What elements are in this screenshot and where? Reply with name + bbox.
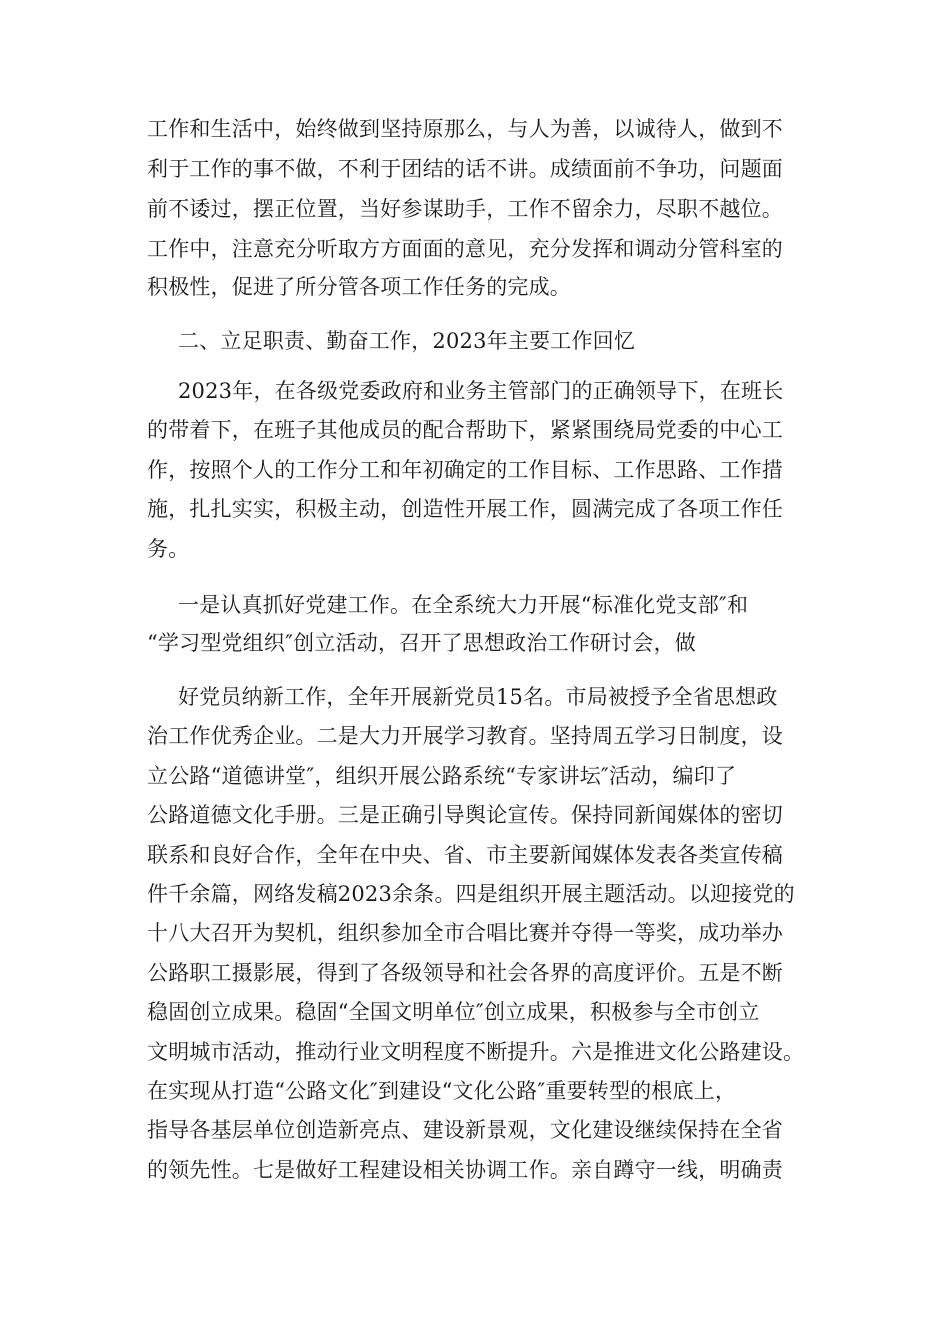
text-line: 立公路“道德讲堂″，组织开展公路系统“专家讲坛″活动，编印了: [147, 764, 737, 788]
text-line: 施，扎扎实实，积极主动，创造性开展工作，圆满完成了各项工作任: [147, 497, 783, 521]
text-line: 工作中，注意充分听取方方面面的意见，充分发挥和调动分管科室的: [147, 237, 783, 261]
text-line: 一是认真抓好党建工作。在全系统大力开展“标准化党支部″和: [178, 593, 749, 617]
text-line: 利于工作的事不做，不利于团结的话不讲。成绩面前不争功，问题面: [147, 157, 783, 181]
text-line: 在实现从打造“公路文化″到建设“文化公路″重要转型的根底上，: [147, 1079, 737, 1103]
text-line: 指导各基层单位创造新亮点、建设新景观，文化建设继续保持在全省: [147, 1118, 783, 1142]
text-line: 积极性，促进了所分管各项工作任务的完成。: [147, 275, 571, 299]
text-line: 2023年，在各级党委政府和业务主管部门的正确领导下，在班长: [178, 379, 784, 403]
text-line: 作，按照个人的工作分工和年初确定的工作目标、工作思路、工作措: [147, 458, 783, 482]
text-line: 的领先性。七是做好工程建设相关协调工作。亲自蹲守一线，明确责: [147, 1158, 783, 1182]
text-line: 公路道德文化手册。三是正确引导舆论宣传。保持同新闻媒体的密切: [147, 803, 783, 827]
text-line: 前不诿过，摆正位置，当好参谋助手，工作不留余力，尽职不越位。: [147, 197, 783, 221]
text-line: 件千余篇，网络发稿2023余条。四是组织开展主题活动。以迎接党的: [147, 882, 795, 906]
text-line: 文明城市活动，推动行业文明程度不断提升。六是推进文化公路建设。: [147, 1040, 805, 1064]
text-line: 好党员纳新工作，全年开展新党员15名。市局被授予全省思想政: [178, 685, 778, 709]
text-line: 公路职工摄影展，得到了各级领导和社会各界的高度评价。五是不断: [147, 961, 783, 985]
text-line: 联系和良好合作，全年在中央、省、市主要新闻媒体发表各类宣传稿: [147, 843, 783, 867]
text-line: 的带着下，在班子其他成员的配合帮助下，紧紧围绕局党委的中心工: [147, 418, 783, 442]
text-line: 治工作优秀企业。二是大力开展学习教育。坚持周五学习日制度，设: [147, 724, 783, 748]
text-line: 稳固创立成果。稳固“全国文明单位″创立成果，积极参与全市创立: [147, 1000, 760, 1024]
text-line: “学习型党组织″创立活动，召开了思想政治工作研讨会，做: [147, 631, 696, 655]
text-line: 十八大召开为契机，组织参加全市合唱比赛并夺得一等奖，成功举办: [147, 921, 783, 945]
text-line: 务。: [147, 537, 190, 561]
section-heading: 二、立足职责、勤奋工作，2023年主要工作回忆: [178, 329, 636, 353]
text-line: 工作和生活中，始终做到坚持原那么，与人为善，以诚待人，做到不: [147, 117, 783, 141]
